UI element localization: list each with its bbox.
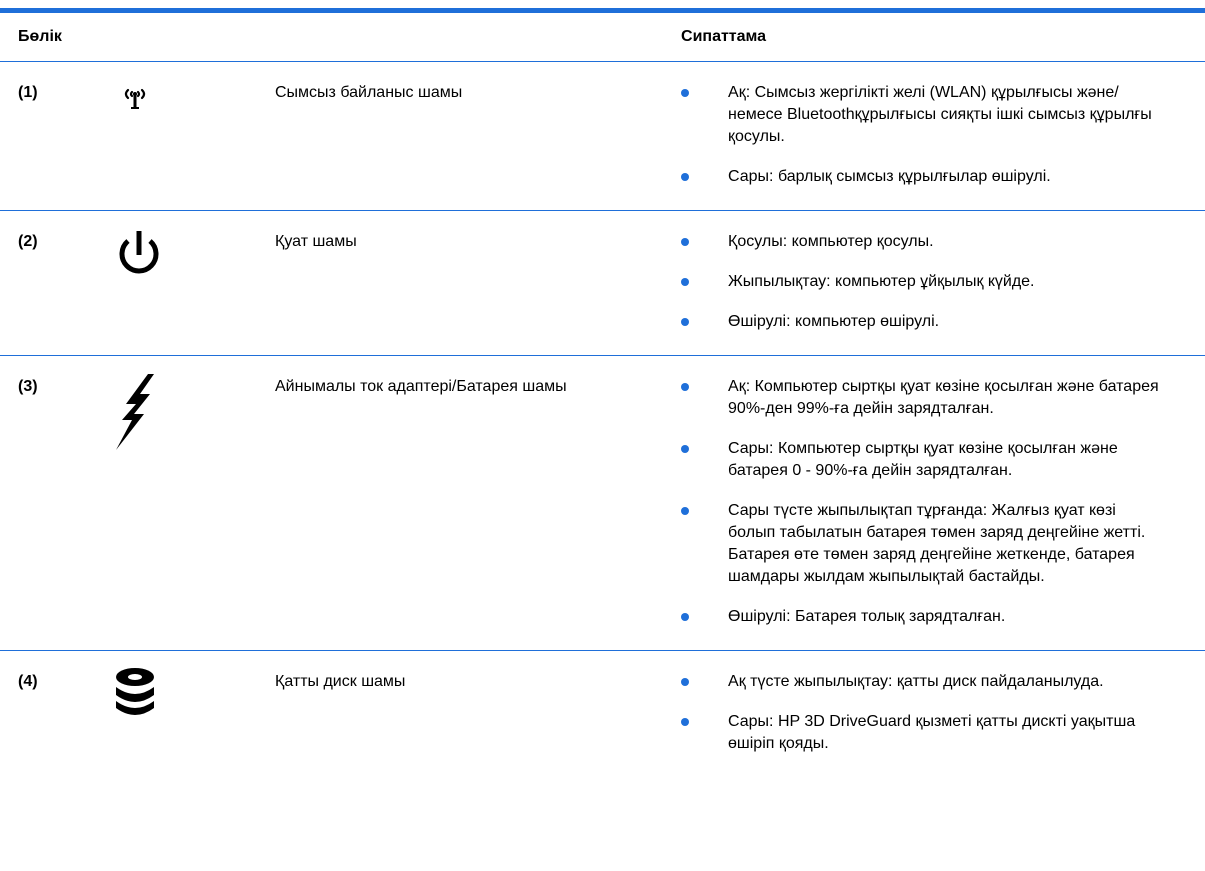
list-item: Өшірулі: Батарея толық зарядталған. bbox=[681, 606, 1205, 628]
description-list bbox=[681, 376, 1205, 628]
bullet-icon bbox=[681, 507, 689, 515]
header-description: Сипаттама bbox=[681, 13, 1205, 62]
list-item: Сары түсте жыпылықтап тұрғанда: Жалғыз қуат көзі болып табылатын батарея төмен заряд деңгейіне жетті. Батарея өте төмен заряд деңгейіне жеткенде, батарея шамдары жылдам жыпылықтай бастайды. bbox=[681, 500, 1205, 588]
item-name: Қатты диск шамы bbox=[275, 673, 406, 690]
table-header-row bbox=[0, 13, 1205, 62]
table-row bbox=[0, 651, 1205, 778]
bullet-icon bbox=[681, 718, 689, 726]
bullet-icon bbox=[681, 678, 689, 686]
bullet-icon bbox=[681, 383, 689, 391]
item-name: Сымсыз байланыс шамы bbox=[275, 62, 681, 211]
item-name: Айнымалы ток адаптері/Батарея шамы bbox=[275, 356, 681, 651]
list-item: Өшірулі: компьютер өшірулі. bbox=[681, 311, 1205, 333]
bullet-icon bbox=[681, 318, 689, 326]
table-row bbox=[0, 356, 1205, 651]
hard-drive-icon bbox=[113, 667, 173, 727]
wireless-icon bbox=[115, 78, 175, 138]
header-component: Бөлік bbox=[0, 13, 681, 62]
item-name: Қуат шамы bbox=[275, 211, 681, 356]
item-number: (3) bbox=[0, 356, 110, 651]
list-item: Ақ: Сымсыз жергілікті желі (WLAN) құрылғысы және/немесе Bluetoothқұрылғысы сияқты ішкі сымсыз құрылғы қосулы. bbox=[681, 82, 1205, 148]
list-item: Сары: Компьютер сыртқы қуат көзіне қосылған және батарея 0 - 90%-ға дейін зарядталған. bbox=[681, 438, 1205, 482]
item-number: (2) bbox=[0, 211, 110, 356]
list-item: Қосулы: компьютер қосулы. bbox=[681, 231, 1205, 253]
bullet-icon bbox=[681, 173, 689, 181]
bullet-icon bbox=[681, 89, 689, 97]
lightning-icon bbox=[110, 372, 170, 432]
item-number: (4) bbox=[18, 673, 38, 690]
item-number: (1) bbox=[0, 62, 110, 211]
bullet-icon bbox=[681, 613, 689, 621]
list-item: Ақ: Компьютер сыртқы қуат көзіне қосылған және батарея 90%-ден 99%-ға дейін зарядталған. bbox=[681, 376, 1205, 420]
bullet-icon bbox=[681, 238, 689, 246]
list-item: Жыпылықтау: компьютер ұйқылық күйде. bbox=[681, 271, 1205, 293]
list-item: Сары: HP 3D DriveGuard қызметі қатты дискті уақытша өшіріп қояды. bbox=[681, 711, 1205, 755]
bullet-icon bbox=[681, 278, 689, 286]
table-row bbox=[0, 62, 1205, 211]
description-list bbox=[681, 231, 1205, 333]
list-item: Сары: барлық сымсыз құрылғылар өшірулі. bbox=[681, 166, 1205, 188]
description-list bbox=[681, 82, 1205, 188]
components-table bbox=[0, 13, 1205, 777]
description-list bbox=[681, 671, 1205, 755]
table-row bbox=[0, 211, 1205, 356]
list-item: Ақ түсте жыпылықтау: қатты диск пайдаланылуда. bbox=[681, 671, 1205, 693]
power-icon bbox=[111, 227, 171, 287]
bullet-icon bbox=[681, 445, 689, 453]
